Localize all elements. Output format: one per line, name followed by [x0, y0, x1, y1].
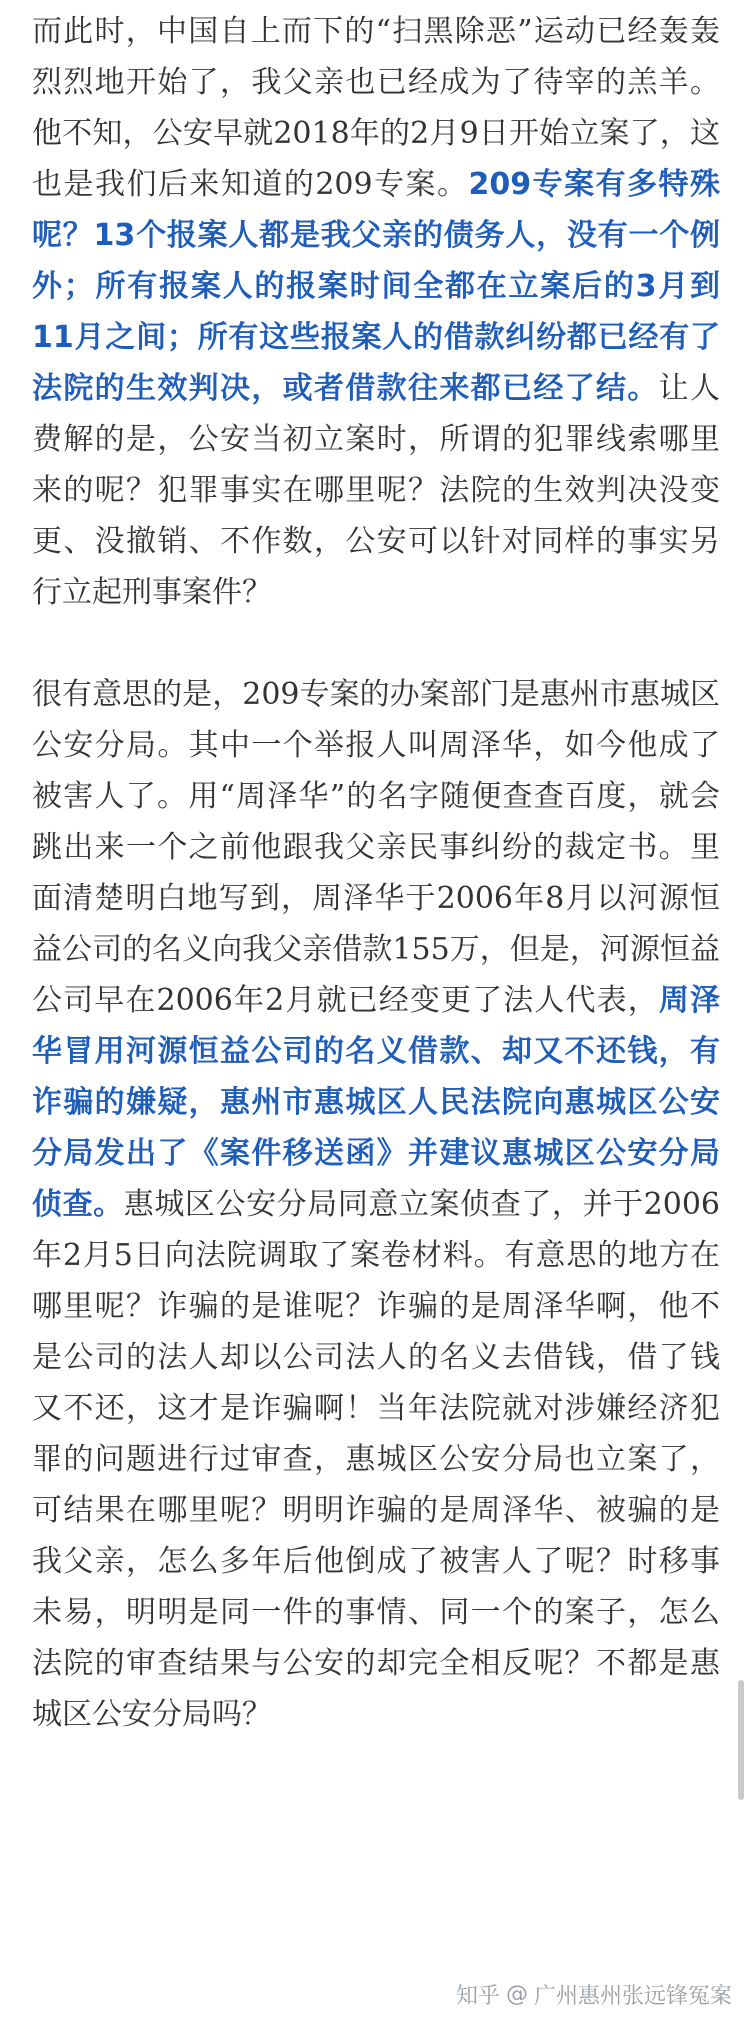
scrollbar-thumb[interactable] [738, 1680, 744, 1800]
paragraph-1-highlight: 209专案有多特殊呢？13个报案人都是我父亲的债务人，没有一个例外；所有报案人的报案时间全都在立案后的3月到11月之间；所有这些报案人的借款纠纷都已经有了法院的生效判决，或者借款往来都已经了结。 [32, 167, 720, 406]
paragraph-1-text-b: 让人费解的是，公安当初立案时，所谓的犯罪线索哪里来的呢？犯罪事实在哪里呢？法院的生效判决没变更、没撤销、不作数，公安可以针对同样的事实另行立起刑事案件？ [32, 371, 721, 610]
paragraph-2-text-b: 惠城区公安分局同意立案侦查了，并于2006年2月5日向法院调取了案卷材料。有意思的地方在哪里呢？诈骗的是谁呢？诈骗的是周泽华啊，他不是公司的法人却以公司法人的名义去借钱，借了钱又不还，这才是诈骗啊！当年法院就对涉嫌经济犯罪的问题进行过审查，惠城区公安分局也立案了，可结果在哪里呢？明明诈骗的是周泽华、被骗的是我父亲，怎么多年后他倒成了被害人了呢？时移事未易，明明是同一件的事情、同一个的案子，怎么法院的审查结果与公安的却完全相反呢？不都是惠城区公安分局吗？ [32, 1187, 720, 1732]
paragraph-1 [32, 6, 720, 618]
paragraph-2-text-a: 很有意思的是，209专案的办案部门是惠州市惠城区公安分局。其中一个举报人叫周泽华，如今他成了被害人了。用“周泽华”的名字随便查查百度，就会跳出来一个之前他跟我父亲民事纠纷的裁定书。里面清楚明白地写到，周泽华于2006年8月以河源恒益公司的名义向我父亲借款155万，但是，河源恒益公司早在2006年2月就已经变更了法人代表， [32, 677, 720, 1018]
watermark-site: 知乎 [455, 1984, 500, 2009]
paragraph-2-highlight: 周泽华冒用河源恒益公司的名义借款、却又不还钱，有诈骗的嫌疑，惠州市惠城区人民法院向惠城区公安分局发出了《案件移送函》并建议惠城区公安分局侦查。 [32, 983, 721, 1222]
watermark-at: @ [505, 1982, 528, 2007]
watermark-author: 广州惠州张远锋冤案 [533, 1984, 732, 2009]
paragraph-2 [32, 669, 720, 1740]
paragraph-1-text-a: 而此时，中国自上而下的“扫黑除恶”运动已经轰轰烈烈地开始了，我父亲也已经成为了待宰的羔羊。他不知，公安早就2018年的2月9日开始立案了，这也是我们后来知道的209专案。 [32, 14, 720, 202]
watermark [456, 1979, 732, 2010]
